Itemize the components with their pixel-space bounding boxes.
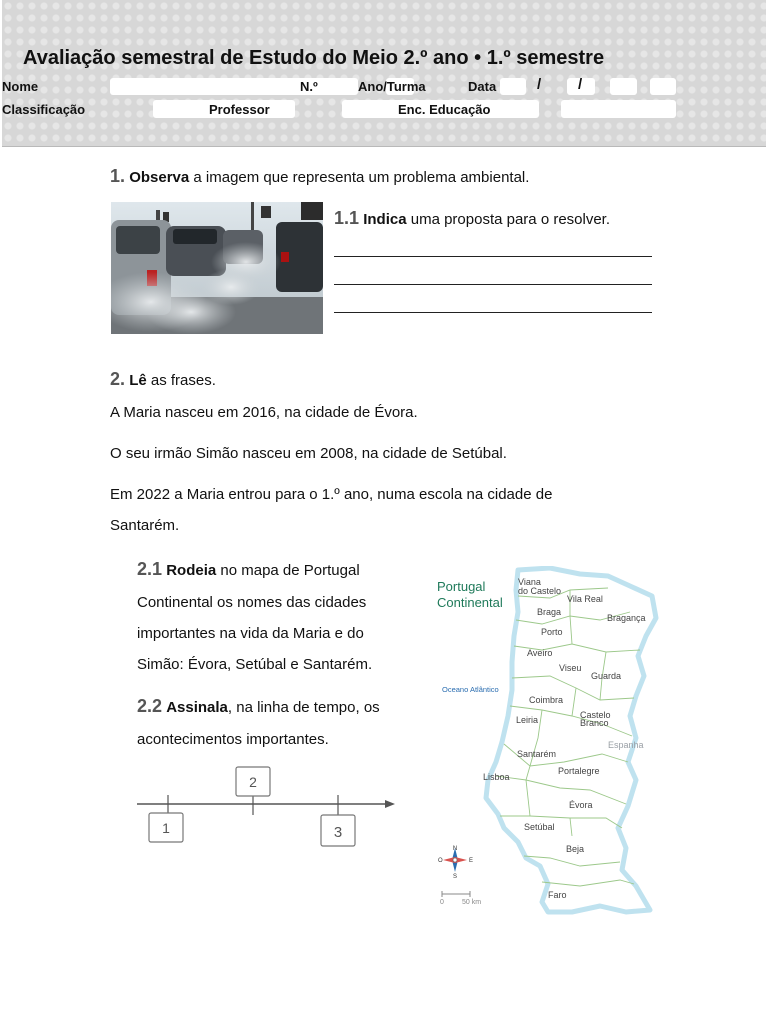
question-number: 1. <box>110 166 126 186</box>
professor-label: Professor <box>209 102 270 117</box>
city-label: Lisboa <box>483 772 510 782</box>
city-label: Guarda <box>591 671 622 681</box>
question-text: as frases. <box>150 372 216 389</box>
city-label: Vila Real <box>567 594 603 604</box>
question-verb: Assinala <box>166 699 228 716</box>
question-number: 1.1 <box>334 208 360 228</box>
date-year-field-2[interactable] <box>650 78 676 95</box>
answer-line[interactable] <box>334 312 652 313</box>
city-label: Beja <box>566 844 585 854</box>
question-2 <box>110 369 216 390</box>
question-text: no mapa de Portugal <box>220 562 360 579</box>
timeline-arrow <box>385 800 395 808</box>
question-text: Continental os nomes das cidades <box>137 594 367 611</box>
scale-label: 0 <box>440 899 444 906</box>
city-label: do Castelo <box>518 586 562 596</box>
question-text: uma proposta para o resolver. <box>410 211 611 228</box>
date-year-field[interactable] <box>610 78 637 95</box>
timeline-box-1[interactable] <box>149 813 183 842</box>
timeline-box-label: 2 <box>249 774 257 790</box>
city-label: Branco <box>580 718 609 728</box>
answer-line[interactable] <box>334 256 652 257</box>
question-2-2 <box>137 696 380 717</box>
city-label: Évora <box>569 800 593 810</box>
sentence: Em 2022 a Maria entrou para o 1.º ano, numa escola na cidade de <box>110 486 553 503</box>
sentence: O seu irmão Simão nasceu em 2008, na cidade de Setúbal. <box>110 445 507 462</box>
city-label: Braga <box>537 607 562 617</box>
date-separator: / <box>537 76 542 93</box>
city-label: Leiria <box>516 715 539 725</box>
question-text: Simão: Évora, Setúbal e Santarém. <box>137 656 373 673</box>
compass-label: O <box>438 858 443 864</box>
nome-field[interactable] <box>110 78 358 95</box>
question-1-1 <box>334 208 610 229</box>
enc-educacao-label: Enc. Educação <box>398 102 491 117</box>
city-label: Bragança <box>607 613 646 623</box>
question-text: acontecimentos importantes. <box>137 731 329 748</box>
classificacao-label: Classificação <box>2 102 86 117</box>
ano-turma-label: Ano/Turma <box>358 79 426 94</box>
compass-label: S <box>452 874 458 880</box>
city-label: Portalegre <box>558 766 600 776</box>
enc-educacao-field[interactable] <box>561 100 676 118</box>
scale-bar <box>440 891 481 906</box>
page-title: Avaliação semestral de Estudo do Meio 2.º ano • 1.º semestre <box>23 47 605 69</box>
nome-label: Nome <box>2 79 39 94</box>
timeline-box-3[interactable] <box>321 815 355 846</box>
timeline <box>130 762 410 852</box>
data-label: Data <box>468 79 497 94</box>
city-label: Santarém <box>517 749 557 759</box>
question-verb: Indica <box>363 211 407 228</box>
student-info-header <box>2 0 766 147</box>
question-verb: Rodeia <box>166 562 217 579</box>
question-number: 2.1 <box>137 559 163 579</box>
city-label: Aveiro <box>527 648 553 658</box>
timeline-box-label: 1 <box>162 820 170 836</box>
compass-label: E <box>469 858 474 864</box>
compass-rose-icon <box>438 846 473 880</box>
spain-label: Espanha <box>608 740 644 750</box>
map-title: Portugal <box>437 579 486 594</box>
numero-label: N.º <box>300 79 318 94</box>
city-label: Viseu <box>559 663 582 673</box>
city-label: Viana <box>518 577 541 587</box>
question-number: 2.2 <box>137 696 163 716</box>
date-separator: / <box>578 76 583 93</box>
question-2-1 <box>137 559 360 580</box>
question-number: 2. <box>110 369 126 389</box>
question-1 <box>110 166 529 187</box>
question-verb: Observa <box>129 169 190 186</box>
timeline-box-label: 3 <box>333 824 343 841</box>
car-exhaust-pollution-photo <box>111 202 323 334</box>
sentence: A Maria nasceu em 2016, na cidade de Évora. <box>110 404 418 421</box>
compass-label: N <box>452 846 458 852</box>
question-text: a imagem que representa um problema ambiental. <box>193 169 530 186</box>
question-verb: Lê <box>129 372 147 389</box>
map-title: Continental <box>437 595 503 610</box>
sentence: Santarém. <box>110 517 180 534</box>
city-label: Coimbra <box>529 695 564 705</box>
ocean-label: Oceano Atlântico <box>442 685 499 694</box>
city-label: Porto <box>541 627 563 637</box>
city-label: Castelo <box>580 710 611 720</box>
timeline-box-2[interactable] <box>236 767 270 796</box>
question-text: importantes na vida da Maria e do <box>137 625 364 642</box>
answer-line[interactable] <box>334 284 652 285</box>
city-label: Setúbal <box>524 822 555 832</box>
city-label: Faro <box>548 890 567 900</box>
scale-label: 50 km <box>462 899 482 906</box>
portugal-map <box>430 566 662 926</box>
question-text: , na linha de tempo, os <box>227 699 380 716</box>
date-day-field[interactable] <box>500 78 526 95</box>
